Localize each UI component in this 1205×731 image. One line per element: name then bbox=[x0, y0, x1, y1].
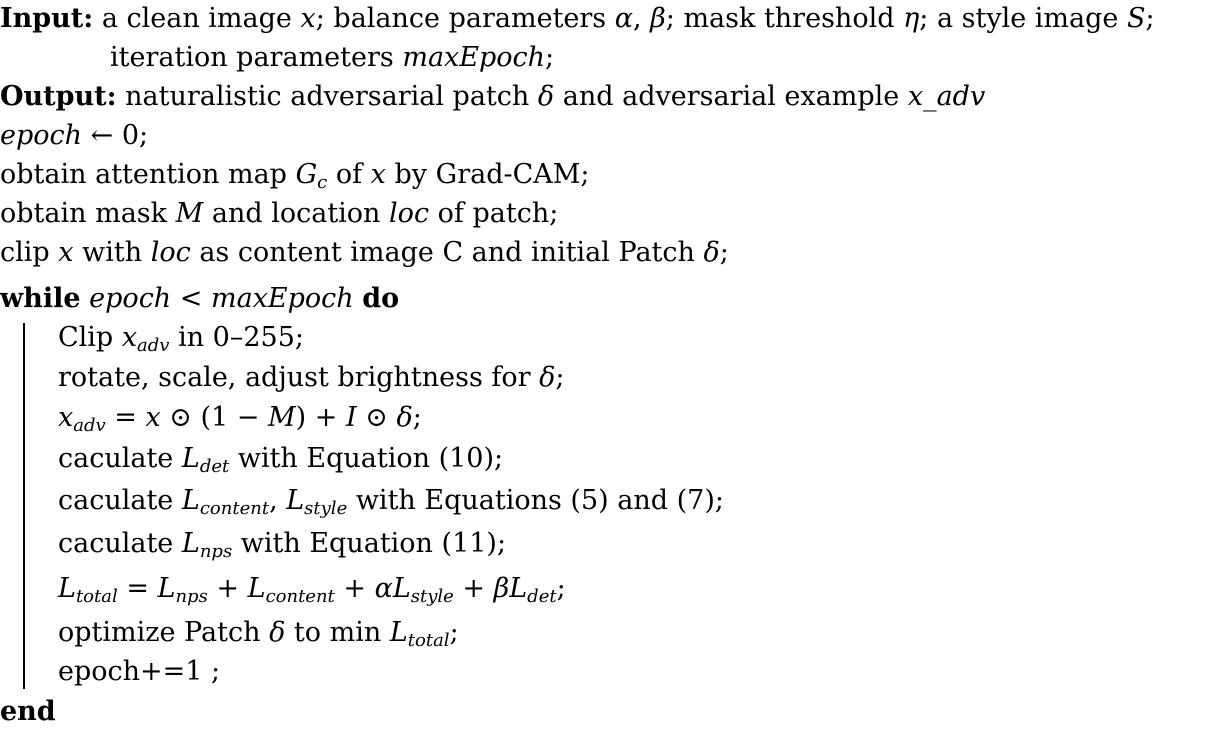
input-label: Input: bbox=[0, 3, 94, 34]
step-clip-content: clip x with loc as content image C and initial Patch δ; bbox=[0, 237, 729, 268]
body-epoch-increment: epoch+=1 ; bbox=[58, 656, 221, 687]
step-mask-location: obtain mask M and location loc of patch; bbox=[0, 198, 559, 229]
while-keyword: while bbox=[0, 283, 81, 314]
end-line bbox=[0, 694, 56, 730]
body-ldet-line: caculate $L_{det}$ with Equation (10); bbox=[58, 443, 504, 477]
body-clip-line: Clip $x_{adv}$ in 0–255; bbox=[58, 322, 304, 356]
output-label: Output: bbox=[0, 81, 117, 112]
output-line: Output: naturalistic adversarial patch δ and adversarial example x_adv bbox=[0, 81, 986, 112]
while-line: while epoch < maxEpoch do bbox=[0, 283, 400, 314]
body-xadv-equation: $x_{adv} = x$ ⊙ (1 − M) + I ⊙ δ; bbox=[58, 402, 422, 436]
loop-body-bar bbox=[23, 323, 25, 689]
body-ltotal-equation: $L_{total} = L_{nps} + L_{content} + \alpha L_{style} + \beta L_{det}$; bbox=[58, 573, 566, 607]
step-attention-map: obtain attention map $G_c$ of x by Grad-CAM; bbox=[0, 159, 590, 193]
input-line-2: iteration parameters maxEpoch; bbox=[110, 42, 555, 73]
body-transform-line: rotate, scale, adjust brightness for δ; bbox=[58, 362, 565, 393]
init-line: epoch ← 0; bbox=[0, 120, 149, 151]
input-line: Input: a clean image x; balance parameters α, β; mask threshold η; a style image S; bbox=[0, 3, 1155, 34]
do-keyword: do bbox=[362, 283, 400, 314]
body-optimize-line: optimize Patch δ to $\min L_{total}$; bbox=[58, 617, 459, 651]
body-lcontent-line: caculate $L_{content}$, $L_{style}$ with Equations (5) and (7); bbox=[58, 485, 724, 519]
body-lnps-line: caculate $L_{nps}$ with Equation (11); bbox=[58, 528, 507, 562]
end-keyword: end bbox=[0, 696, 56, 727]
